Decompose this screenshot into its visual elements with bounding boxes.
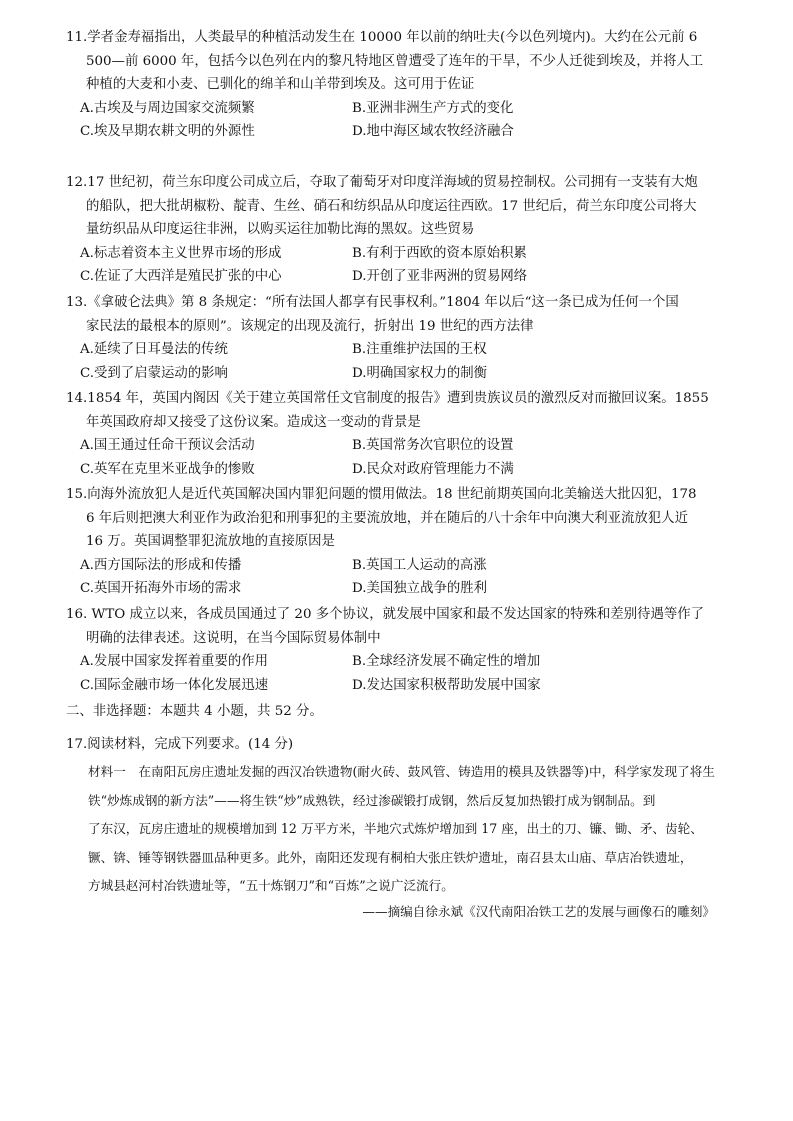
question-stem-line: 11.学者金寿福指出，人类最早的种植活动发生在 10000 年以前的纳吐夫(今以色列境内)。大约在公元前 6 <box>66 30 698 45</box>
option-row <box>66 265 734 289</box>
question-stem-line: 年英国政府却又接受了这份议案。造成这一变动的背景是 <box>86 414 421 430</box>
option-d: D.明确国家权力的制衡 <box>352 365 488 381</box>
material-passage <box>88 758 738 901</box>
question-stem-line: 15.向海外流放犯人是近代英国解决国内罪犯问题的惯用做法。18 世纪前期英国向北美输送大批囚犯，178 <box>66 487 697 502</box>
question-17-heading: 17.阅读材料，完成下列要求。(14 分) <box>66 737 294 752</box>
option-d: D.地中海区域农牧经济融合 <box>352 124 514 140</box>
question-stem-line: 6 年后则把澳大利亚作为政治犯和刑事犯的主要流放地，并在随后的八十余年中向澳大利亚流放犯人近 <box>86 510 688 526</box>
option-a: A.西方国际法的形成和传播 <box>80 557 242 573</box>
option-c: C.埃及早期农耕文明的外源性 <box>80 124 255 140</box>
option-b: B.英国工人运动的高涨 <box>352 557 487 573</box>
option-b: B.全球经济发展不确定性的增加 <box>352 654 541 670</box>
option-b: B.英国常务次官职位的设置 <box>352 438 514 454</box>
question-12 <box>66 171 734 289</box>
option-row <box>66 338 734 362</box>
question-stem-line: 的船队，把大批胡椒粉、靛青、生丝、硝石和纺织品从印度运往西欧。17 世纪后，荷兰东印度公司将大 <box>86 198 697 214</box>
option-c: C.佐证了大西洋是殖民扩张的中心 <box>80 269 282 285</box>
option-a: A.发展中国家发挥着重要的作用 <box>80 654 269 670</box>
option-row <box>66 674 734 698</box>
material-line: 方城县赵河村冶铁遗址等，“五十炼钢刀”和“百炼”之说广泛流行。 <box>88 878 454 894</box>
option-b: B.有利于西欧的资本原始积累 <box>352 245 527 261</box>
option-row <box>66 577 734 601</box>
option-row <box>66 242 734 266</box>
option-b: B.亚洲非洲生产方式的变化 <box>352 100 514 116</box>
question-16 <box>66 603 734 697</box>
option-b: B.注重维护法国的王权 <box>352 342 487 358</box>
option-row <box>66 458 734 482</box>
material-line: 铁“炒炼成钢的新方法”——将生铁“炒”成熟铁，经过渗碳锻打成钢，然后反复加热锻打成为钢制品。到 <box>88 792 656 808</box>
question-stem-line: 13.《拿破仑法典》第 8 条规定：“所有法国人都享有民事权利。”1804 年以后“这一条已成为任何一个国 <box>66 295 679 310</box>
option-c: C.英军在克里米亚战争的惨败 <box>80 461 255 477</box>
option-d: D.发达国家积极帮助发展中国家 <box>352 677 541 693</box>
question-11 <box>66 26 734 144</box>
option-c: C.英国开拓海外市场的需求 <box>80 581 242 597</box>
material-line: 材料一 在南阳瓦房庄遗址发掘的西汉冶铁遗物(耐火砖、鼓风管、铸造用的模具及铁器等)中，科学家发现了将生 <box>88 764 715 779</box>
option-d: D.民众对政府管理能力不满 <box>352 461 514 477</box>
option-a: A.古埃及与周边国家交流频繁 <box>80 100 255 116</box>
question-14 <box>66 387 734 481</box>
material-line: 了东汉，瓦房庄遗址的规模增加到 12 万平方米，半地穴式炼炉增加到 17 座，出土的刀、镰、锄、矛、齿轮、 <box>88 821 703 837</box>
option-c: C.受到了启蒙运动的影响 <box>80 365 228 381</box>
question-15 <box>66 483 734 601</box>
material-source: ——摘编自徐永斌《汉代南阳冶铁工艺的发展与画像石的雕刻》 <box>362 904 715 919</box>
question-stem-line: 量纺织品从印度运往非洲，以购买运往加勒比海的黑奴。这些贸易 <box>86 222 475 238</box>
option-a: A.国王通过任命干预议会活动 <box>80 438 255 454</box>
option-row <box>66 120 734 144</box>
option-d: D.美国独立战争的胜利 <box>352 581 488 597</box>
option-a: A.标志着资本主义世界市场的形成 <box>80 245 282 261</box>
question-stem-line: 12.17 世纪初，荷兰东印度公司成立后，夺取了葡萄牙对印度洋海域的贸易控制权。公司拥有一支装有大炮 <box>66 175 698 190</box>
option-row <box>66 434 734 458</box>
option-row <box>66 362 734 386</box>
option-c: C.国际金融市场一体化发展迅速 <box>80 677 269 693</box>
question-stem-line: 种植的大麦和小麦、已驯化的绵羊和山羊带到埃及。这可用于佐证 <box>86 77 475 93</box>
question-stem-line: 500—前 6000 年，包括今以色列在内的黎凡特地区曾遭受了连年的干旱，不少人迁徙到埃及，并将人工 <box>86 53 704 69</box>
material-line: 镢、锛、锤等钢铁器皿品种更多。此外，南阳还发现有桐柏大张庄铁炉遗址，南召县太山庙、草店冶铁遗址， <box>88 849 693 865</box>
question-stem-line: 14.1854 年，英国内阁因《关于建立英国常任文官制度的报告》遭到贵族议员的激烈反对而撤回议案。1855 <box>66 391 709 406</box>
option-a: A.延续了日耳曼法的传统 <box>80 342 228 358</box>
section-heading: 二、非选择题：本题共 4 小题，共 52 分。 <box>66 704 323 719</box>
question-stem-line: 明确的法律表述。这说明，在当今国际贸易体制中 <box>86 630 381 646</box>
question-stem-line: 16. WTO 成立以来，各成员国通过了 20 多个协议，就发展中国家和最不发达国家的特殊和差别待遇等作了 <box>66 607 705 622</box>
option-row <box>66 650 734 674</box>
question-stem-line: 16 万。英国调整罪犯流放地的直接原因是 <box>86 534 335 550</box>
option-row <box>66 554 734 578</box>
question-stem-line: 家民法的最根本的原则”。该规定的出现及流行，折射出 19 世纪的西方法律 <box>86 318 534 334</box>
option-row <box>66 97 734 121</box>
question-13 <box>66 291 734 385</box>
option-d: D.开创了亚非两洲的贸易网络 <box>352 269 528 285</box>
